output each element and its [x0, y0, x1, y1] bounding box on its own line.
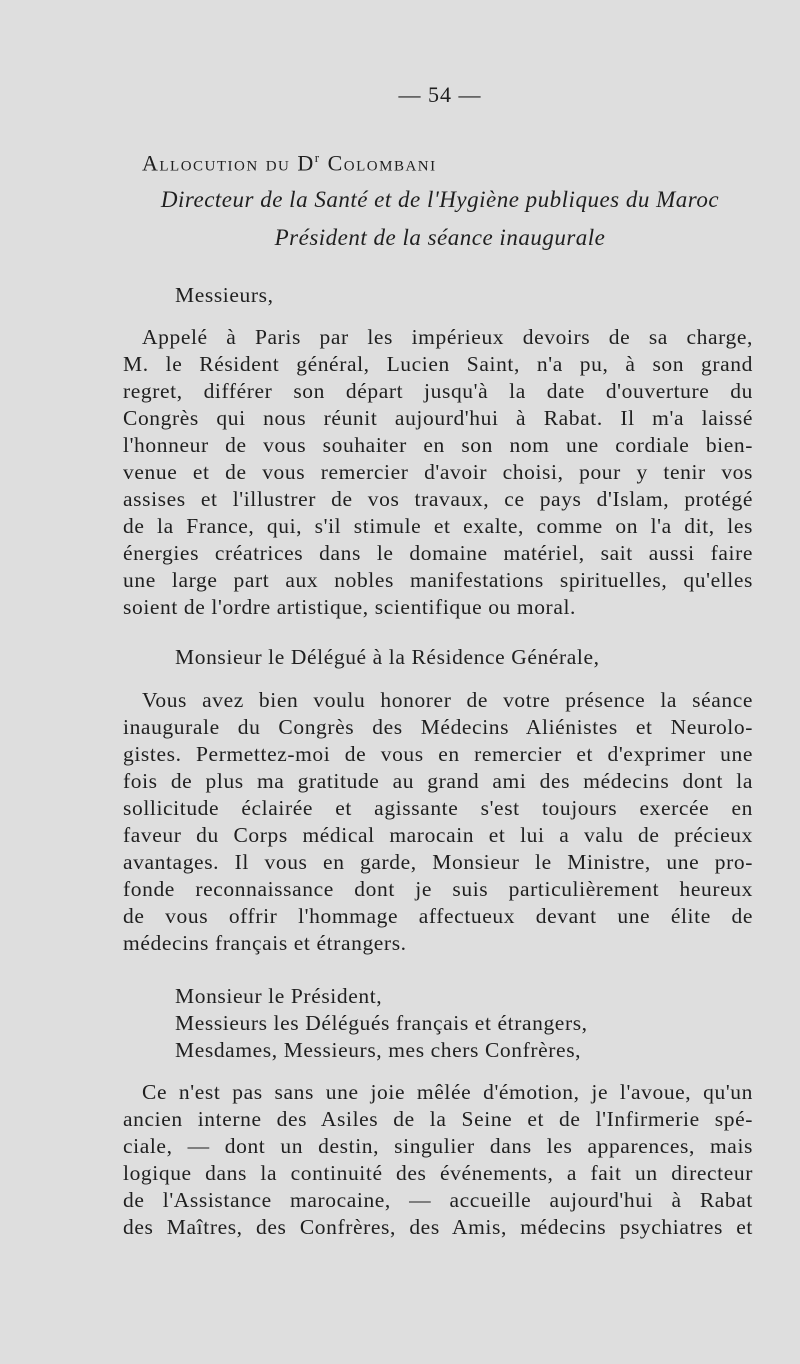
paragraph-1-line: énergies créatrices dans le domaine matériel, sait aussi faire — [123, 541, 753, 565]
paragraph-1-line: Congrès qui nous réunit aujourd'hui à Rabat. Il m'a laissé — [123, 406, 753, 430]
paragraph-3-line: logique dans la continuité des événements, a fait un directeur — [123, 1161, 753, 1185]
paragraph-1-line: venue et de vous remercier d'avoir choisi, pour y tenir vos — [123, 460, 753, 484]
paragraph-2-line: avantages. Il vous en garde, Monsieur le Ministre, une pro- — [123, 850, 753, 874]
paragraph-1-line: M. le Résident général, Lucien Saint, n'a pu, à son grand — [123, 352, 753, 376]
paragraph-2-line: de vous offrir l'hommage affectueux devant une élite de — [123, 904, 753, 928]
paragraph-2-line: fois de plus ma gratitude au grand ami des médecins dont la — [123, 769, 753, 793]
paragraph-2-line: Vous avez bien voulu honorer de votre présence la séance — [142, 688, 753, 712]
subtitle-line-2: Président de la séance inaugurale — [274, 225, 606, 250]
paragraph-1-line: l'honneur de vous souhaiter en son nom une cordiale bien- — [123, 433, 753, 457]
paragraph-2-line: inaugurale du Congrès des Médecins Aliénistes et Neurolo- — [123, 715, 753, 739]
salutation-messieurs: Messieurs, — [175, 283, 274, 307]
paragraph-1-line: une large part aux nobles manifestations spirituelles, qu'elles — [123, 568, 753, 592]
paragraph-3-line: ancien interne des Asiles de la Seine et de l'Infirmerie spé- — [123, 1107, 753, 1131]
page-number: — 54 — — [398, 82, 482, 107]
salutation-delegues: Messieurs les Délégués français et étrangers, — [175, 1011, 588, 1035]
paragraph-2-line: fonde reconnaissance dont je suis particulièrement heureux — [123, 877, 753, 901]
title-name: Colombani — [320, 150, 437, 176]
title-prefix: Allocution du D — [142, 150, 315, 176]
salutation-delegue: Monsieur le Délégué à la Résidence Générale, — [175, 645, 600, 669]
paragraph-2-line: médecins français et étrangers. — [123, 931, 407, 955]
subtitle-line-1: Directeur de la Santé et de l'Hygiène publiques du Maroc — [160, 187, 720, 212]
salutation-confreres: Mesdames, Messieurs, mes chers Confrères, — [175, 1038, 582, 1062]
paragraph-1-line: soient de l'ordre artistique, scientifique ou moral. — [123, 595, 577, 619]
paragraph-2-line: sollicitude éclairée et agissante s'est toujours exercée en — [123, 796, 753, 820]
paragraph-1-line: regret, différer son départ jusqu'à la date d'ouverture du — [123, 379, 753, 403]
paragraph-2-line: faveur du Corps médical marocain et lui a valu de précieux — [123, 823, 753, 847]
paragraph-3-line: des Maîtres, des Confrères, des Amis, médecins psychiatres et — [123, 1215, 753, 1239]
paragraph-1-line: assises et l'illustrer de vos travaux, ce pays d'Islam, protégé — [123, 487, 753, 511]
salutation-president: Monsieur le Président, — [175, 984, 383, 1008]
paragraph-3-line: ciale, — dont un destin, singulier dans les apparences, mais — [123, 1134, 753, 1158]
paragraph-3-line: de l'Assistance marocaine, — accueille aujourd'hui à Rabat — [123, 1188, 753, 1212]
paragraph-3-line: Ce n'est pas sans une joie mêlée d'émotion, je l'avoue, qu'un — [142, 1080, 753, 1104]
title-superscript: r — [314, 150, 321, 165]
paragraph-1-line: de la France, qui, s'il stimule et exalte, comme on l'a dit, les — [123, 514, 753, 538]
speech-title — [142, 150, 742, 176]
paragraph-2-line: gistes. Permettez-moi de vous en remercier et d'exprimer une — [123, 742, 753, 766]
paragraph-1-line: Appelé à Paris par les impérieux devoirs de sa charge, — [142, 325, 753, 349]
